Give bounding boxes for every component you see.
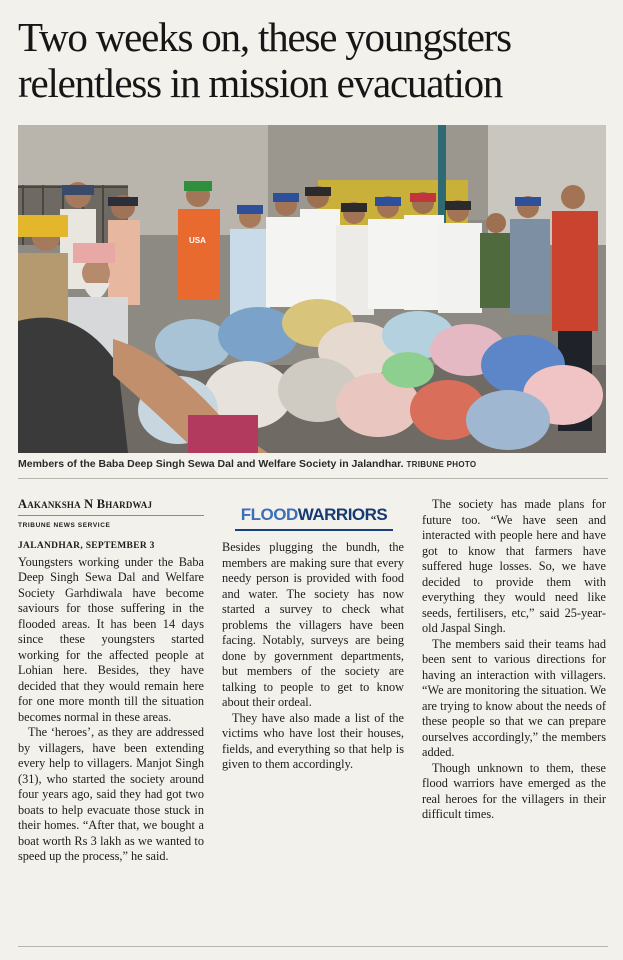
article-paragraph: The society has made plans for future too. “We have seen and interacted with people here and have got to know that farmers have suffered huge losses. So, we have decided to provide them with everything they would need like seeds, fertilisers, etc,” said 25-year-old Jaspal Singh. bbox=[422, 497, 606, 635]
news-service: TRIBUNE NEWS SERVICE bbox=[18, 521, 111, 529]
article-paragraph: Though unknown to them, these flood warriors have emerged as the real heroes for the villagers in their difficult times. bbox=[422, 760, 606, 821]
article-paragraph: The members said their teams had been sent to various directions for having an interaction with villagers. “We are monitoring the situation. We are trying to know about the needs of these people so that we can prepare ourselves accordingly,” the members added. bbox=[422, 636, 606, 759]
divider-bottom bbox=[18, 946, 608, 947]
article-paragraph: Youngsters working under the Baba Deep Singh Sewa Dal and Welfare Society Garhdiwala have become saviours for those suffering in the flooded areas. It has been 14 days since these youngsters started working for the affected people at Lohian here. Besides, they have decided that they would remain here for one more month till the situation becomes normal in these areas. bbox=[18, 554, 204, 724]
article-column-3 bbox=[422, 497, 606, 823]
article-paragraph: They have also made a list of the victims who have lost their houses, fields, and everything so that help is given to them accordingly. bbox=[222, 710, 404, 771]
caption-text: Members of the Baba Deep Singh Sewa Dal and Welfare Society in Jalandhar. bbox=[18, 458, 404, 470]
headline: Two weeks on, these youngsters relentless in mission evacuation bbox=[18, 14, 511, 106]
article-paragraph: Besides plugging the bundh, the members are making sure that every needy person is provided with food and water. The society has now started a survey to check what problems the villagers have been facing. Notably, surveys are being done by government departments, but members of the society are talking to people to get to know about their ordeal. bbox=[222, 540, 404, 709]
author-byline: Aakanksha N Bhardwaj bbox=[18, 497, 204, 516]
dateline: JALANDHAR, SEPTEMBER 3 bbox=[18, 541, 155, 551]
section-tag bbox=[235, 503, 393, 531]
article-column-1 bbox=[18, 497, 204, 865]
photo-caption bbox=[18, 458, 608, 470]
tag-part-1: FLOOD bbox=[240, 505, 298, 524]
article-column-2 bbox=[222, 540, 404, 773]
news-photo bbox=[18, 125, 606, 453]
photo-credit: TRIBUNE PHOTO bbox=[406, 460, 477, 469]
divider-top bbox=[18, 478, 608, 479]
article-paragraph: The ‘heroes’, as they are addressed by villagers, have been extending every help to villagers. Manjot Singh (31), who started the society around four years ago, said they had got two boats to help evacuate those stuck in their homes. “After that, we bought a boat worth Rs 3 lakh as we wanted to speed up the process,” he said. bbox=[18, 725, 204, 863]
group-photo-illustration bbox=[18, 125, 606, 453]
shirt-text: USA bbox=[189, 236, 206, 245]
tag-part-2: WARRIORS bbox=[297, 505, 388, 524]
